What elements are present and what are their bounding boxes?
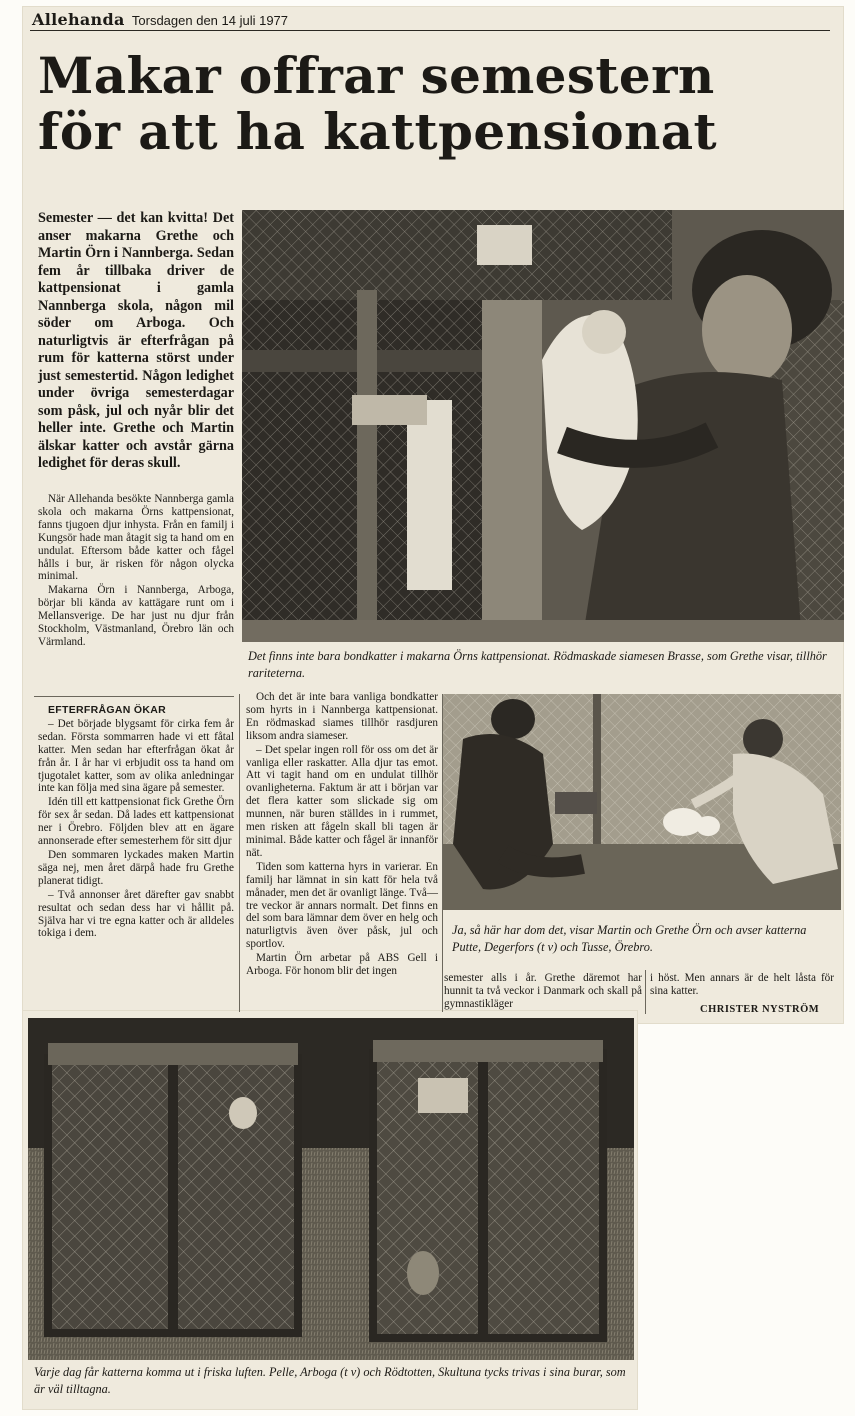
- body-paragraph: Martin Örn arbetar på ABS Gell i Arboga. För honom blir det ingen: [246, 952, 438, 978]
- headline: [38, 48, 818, 160]
- photo-3-illustration: [28, 1018, 634, 1360]
- body-paragraph: i höst. Men annars är de helt låsta för sina katter.: [650, 972, 834, 997]
- masthead-rule: [30, 30, 830, 31]
- column-2: [246, 691, 438, 979]
- issue-date: Torsdagen den 14 juli 1977: [131, 13, 289, 28]
- body-paragraph: Tiden som katterna hyrs in varierar. En familj har lämnat in sin katt för hela två månader, men det är ovanligt länge. Två—tre veckor är annars normalt. Det finns en del som bara lämnar dem över en helg och naturligtvis även över påsk, jul och sportlov.: [246, 860, 438, 951]
- column-1: [38, 493, 234, 650]
- body-paragraph: semester alls i år. Grethe däremot har hunnit ta två veckor i Danmark och skall på gymnastikläger: [444, 972, 642, 1010]
- body-paragraph: Den sommaren lyckades maken Martin säga nej, men året därpå hade fru Grethe planerat tidigt.: [38, 848, 234, 887]
- body-paragraph: – Det började blygsamt för cirka fem år sedan. Första sommarren hade vi ett fåtal katter. Men sedan har efterfrågan ökat år från år. I år har vi erbjudit oss ta hand om tjugotalet katter, som av olika anledningar inte kan följa med sina ägare på semester.: [38, 717, 234, 795]
- column-rule: [239, 694, 240, 1012]
- section-rule: [34, 696, 234, 697]
- photo-3-caption: Varje dag får katterna komma ut i friska luften. Pelle, Arboga (t v) och Rödtotten, Skultuna tycks trivas i sina burar, som är väl tilltagna.: [34, 1365, 626, 1396]
- photo-woman-holding-siamese-cat: [242, 210, 844, 642]
- headline-line-2: för att ha kattpensionat: [38, 102, 718, 161]
- lede-text: Semester — det kan kvitta! Det anser makarna Grethe och Martin Örn i Nannberga. Sedan fem år tillbaka driver de kattpensionat i gamla Nannberga skola, någon mil söder om Arboga. Och naturligtvis är efterfrågan på rum för katterna störst under just semestertid. Någon ledighet under övriga semesterdagar som påsk, jul och nyår blir det heller inte. Grethe och Martin älskar katter och avstår gärna ledighet för deras skull.: [38, 210, 234, 471]
- masthead: [32, 10, 288, 29]
- body-paragraph: – Två annonser året därefter gav snabbt resultat och sedan dess har vi hållit på. Själva har vi tre egna katter och är alldeles tokiga i dem.: [38, 888, 234, 940]
- headline-line-1: Makar offrar semestern: [38, 46, 715, 105]
- column-4: [650, 972, 834, 999]
- photo-1-illustration: [242, 210, 844, 642]
- body-paragraph: När Allehanda besökte Nannberga gamla skola och makarna Örns kattpensionat, fanns tjugoen djur inhysta. Från en familj i Kungsör hade man åtagit sig ta hand om en undulat. Eftersom både katter och fågel hålls i bur, är risken för någon olycka minimal.: [38, 493, 234, 583]
- photo-1-caption: Det finns inte bara bondkatter i makarna Örns kattpensionat. Rödmaskade siamesen Brasse, som Grethe visar, tillhör rariteterna.: [248, 649, 827, 680]
- subheading: EFTERFRÅGAN ÖKAR: [48, 704, 166, 716]
- lede-paragraph: [38, 210, 234, 473]
- byline: CHRISTER NYSTRÖM: [700, 1004, 820, 1015]
- photo-2-illustration: [443, 694, 841, 910]
- body-paragraph: – Det spelar ingen roll för oss om det är vanliga eller raskatter. Alla djur tas emot. Att vi tagit hand om en undulat tillhör ovanligheterna. Faktum är att i början var det flera katter som slickade sig om munnen, när buren ställdes in i rummet, men risken att fågeln skall bli tagen är minimal. Både katter och fågel är innanför nät.: [246, 743, 438, 859]
- photo-2-caption: Ja, så här har dom det, visar Martin och Grethe Örn och avser katterna Putte, Degerfors (t v) och Tusse, Örebro.: [452, 923, 807, 954]
- photo-cat-cages-outdoors: [28, 1018, 634, 1360]
- body-paragraph: Idén till ett kattpensionat fick Grethe Örn för sex år sedan. Då lades ett kattpensionat ner i Örebro. Följden blev att en ägare annonserade efter semesterhem för sitt djur: [38, 796, 234, 848]
- body-paragraph: Och det är inte bara vanliga bondkatter som hyrts in i Nannberga kattpensionat. En rödmaskad siames tillhör rasdjuren liksom andra siameser.: [246, 691, 438, 742]
- column-1b: [38, 704, 234, 941]
- column-3: [444, 972, 642, 1012]
- photo-couple-with-cats: [443, 694, 841, 910]
- column-rule: [645, 970, 646, 1014]
- newspaper-name: Allehanda: [32, 10, 125, 29]
- body-paragraph: Makarna Örn i Nannberga, Arboga, börjar bli kända av kattägare runt om i Mellansverige. De har just nu djur från Stockholm, Västmanland, Örebro län och Värmland.: [38, 584, 234, 648]
